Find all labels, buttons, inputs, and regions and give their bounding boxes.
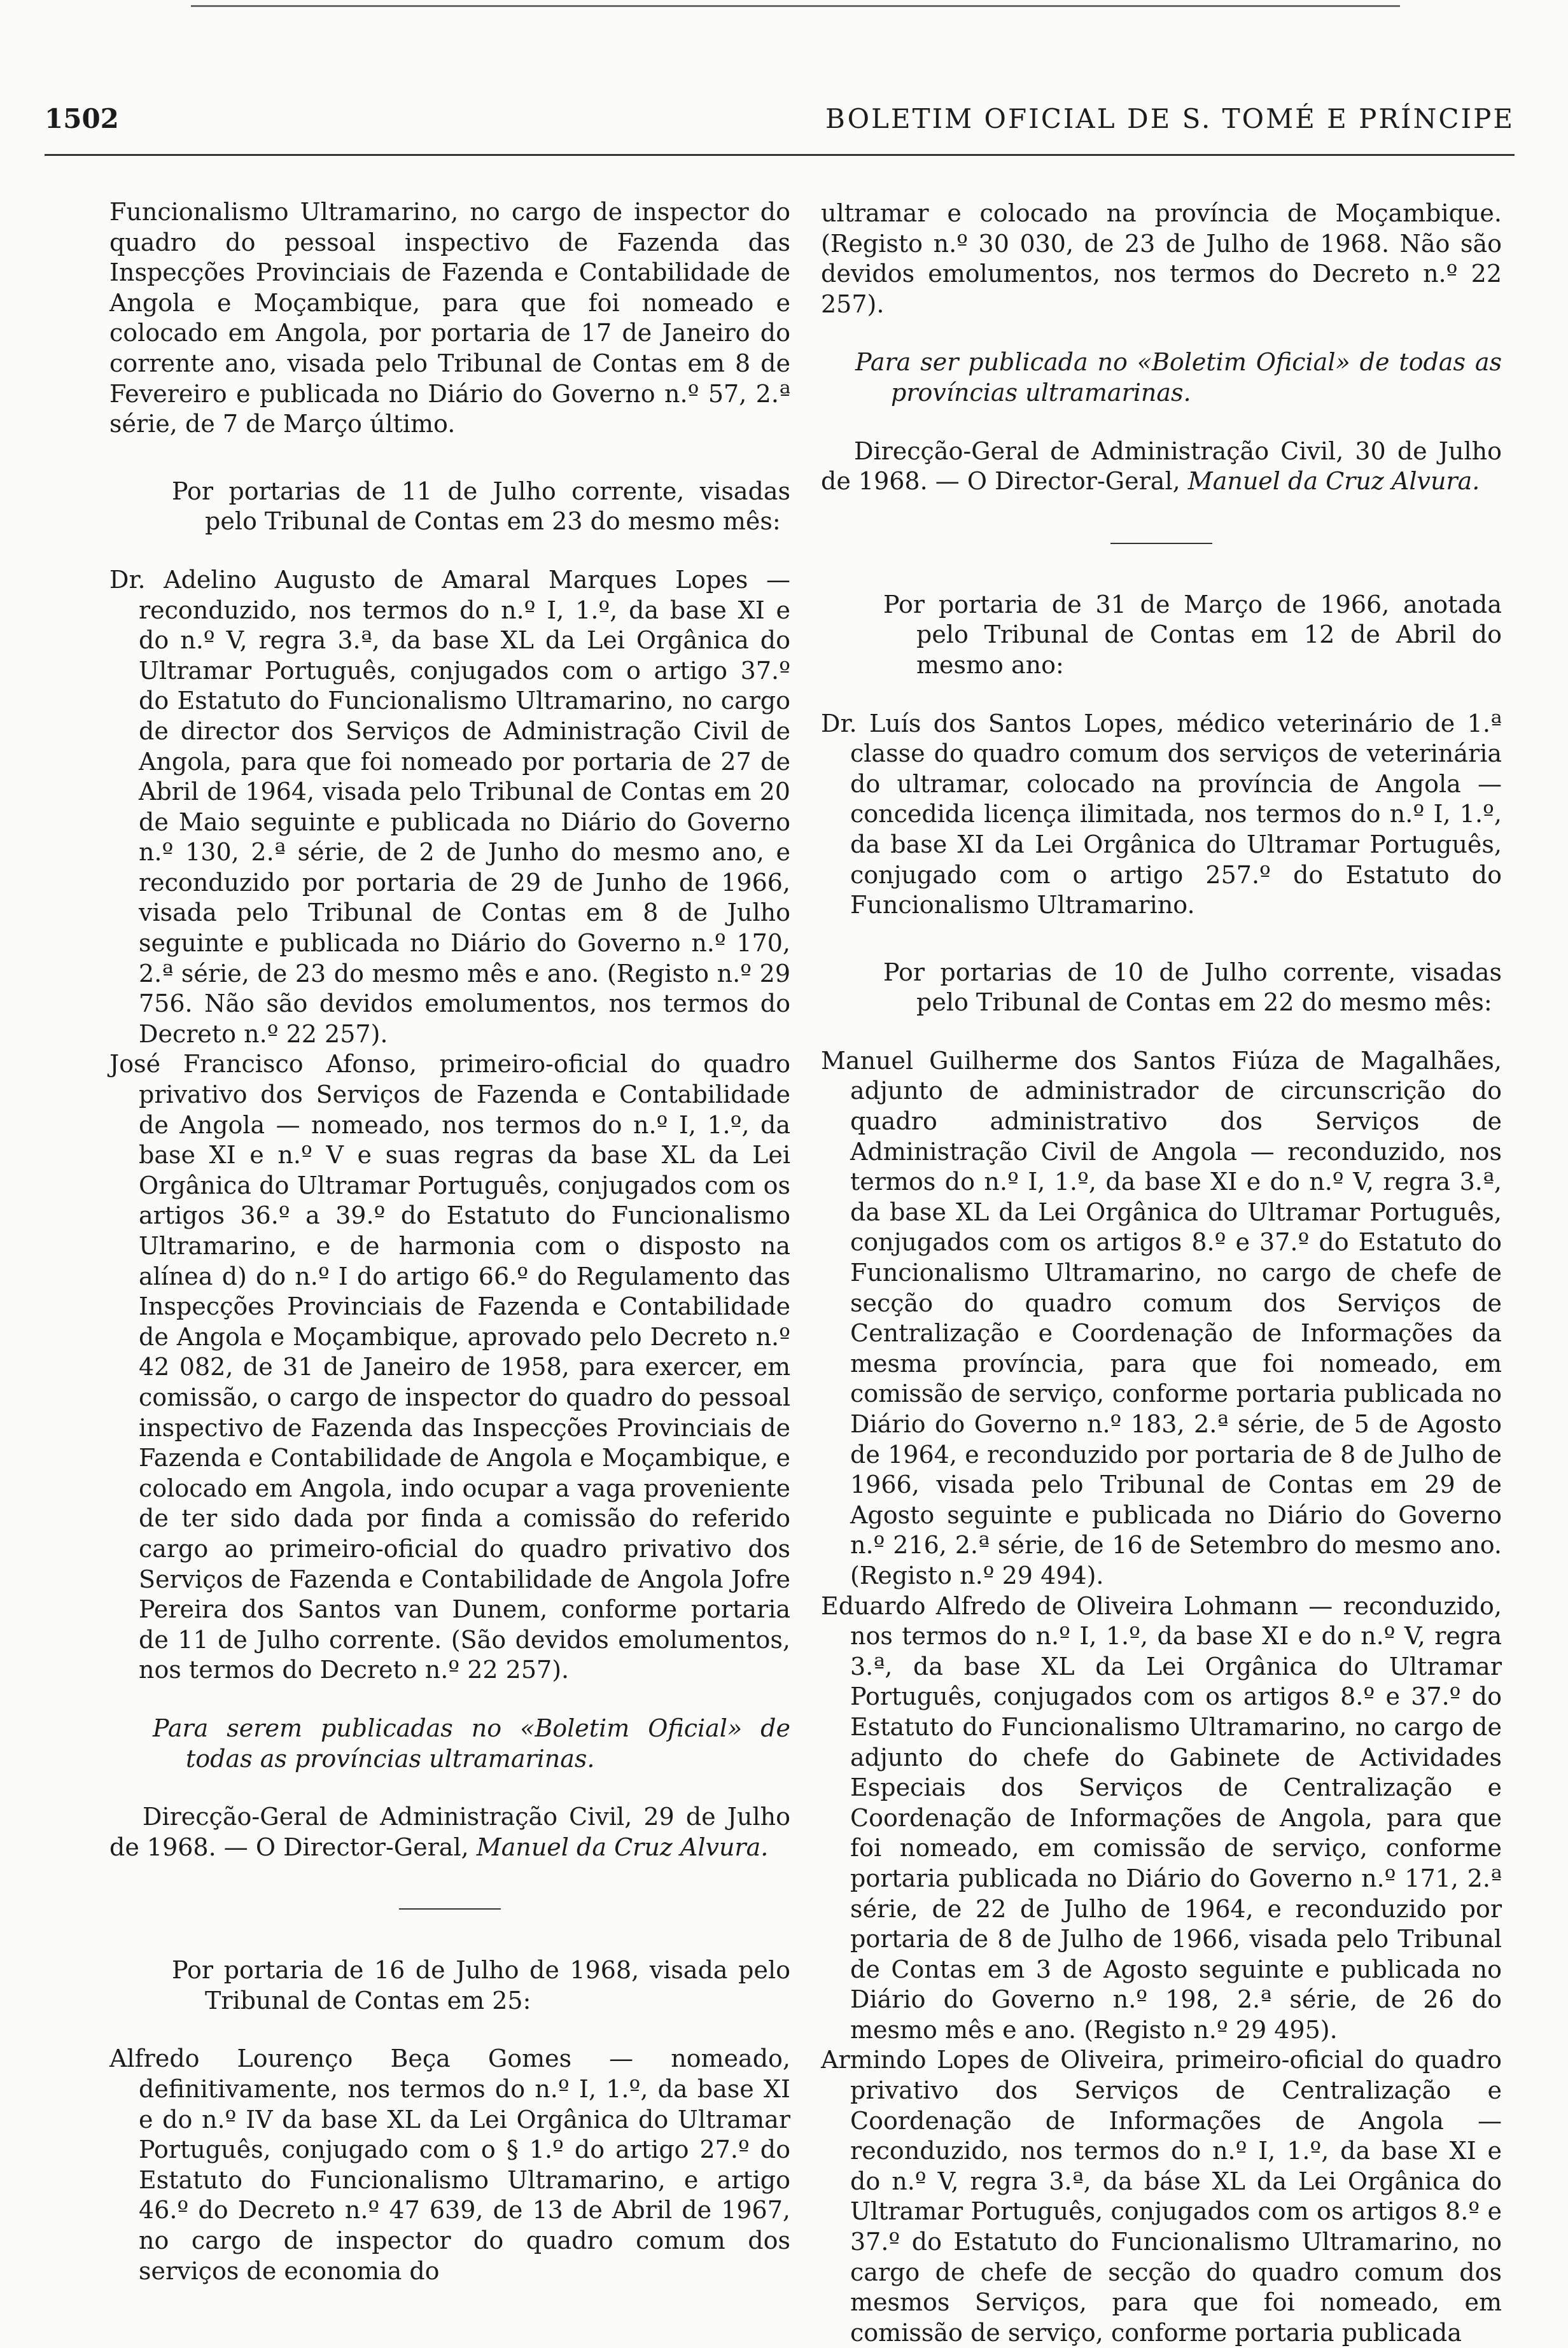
right-column [821,199,1502,2348]
entry-eduardo-lohmann: Eduardo Alfredo de Oliveira Lohmann — reconduzido, nos termos do n.º I, 1.º, da base XI e do n.º V, regra 3.ª, da base XL da Lei Orgânica do Ultramar Português, conjugados com os artigos 8.º e 37.º do Estatuto do Funcionalismo Ultramarino, no cargo de adjunto do chefe do Gabinete de Actividades Especiais dos Serviços de Centralização e Coordenação de Informações de Angola, para que foi nomeado, em comissão de serviço, conforme portaria publicada no Diário do Governo n.º 171, 2.ª série, de 22 de Julho de 1964, e reconduzido por portaria de 8 de Julho de 1966, visada pelo Tribunal de Contas em 3 de Agosto seguinte e publicada no Diário do Governo n.º 198, 2.ª série, de 26 do mesmo mês e ano. (Registo n.º 29 495). [821,1591,1502,2044]
top-edge-rule [191,5,1400,7]
intro-portaria-31-marco: Por portaria de 31 de Março de 1966, anotada pelo Tribunal de Contas em 12 de Abril do mesmo ano: [883,590,1502,679]
publication-note-1: Para serem publicadas no «Boletim Oficial» de todas as províncias ultramarinas. [153,1714,790,1773]
signature-text-2: Direcção-Geral de Administração Civil, 30 de Julho de 1968. — O Director-Geral, [821,437,1502,496]
entry-manuel-magalhaes: Manuel Guilherme dos Santos Fiúza de Magalhães, adjunto de administrador de circunscrição do quadro administrativo dos Serviços de Administração Civil de Angola — reconduzido, nos termos do n.º I, 1.º, da base XI e do n.º V, regra 3.ª, da base XL da Lei Orgânica do Ultramar Português, conjugados com os artigos 8.º e 37.º do Estatuto do Funcionalismo Ultramarino, no cargo de chefe de secção do quadro comum dos Serviços de Centralização e Coordenação de Informações da mesma província, para que foi nomeado, em comissão de serviço, conforme portaria publicada no Diário do Governo n.º 183, 2.ª série, de 5 de Agosto de 1964, e reconduzido por portaria de 8 de Julho de 1966, visada pelo Tribunal de Contas em 29 de Agosto seguinte e publicada no Diário do Governo n.º 216, 2.ª série, de 16 de Setembro do mesmo ano. (Registo n.º 29 494). [821,1046,1502,1590]
entry-jose-afonso: José Francisco Afonso, primeiro-oficial do quadro privativo dos Serviços de Fazenda e Contabilidade de Angola — nomeado, nos termos do n.º I, 1.º, da base XI e n.º V e suas regras da base XL da Lei Orgânica do Ultramar Português, conjugados com os artigos 36.º a 39.º do Estatuto do Funcionalismo Ultramarino, e de harmonia com o disposto na alínea d) do n.º I do artigo 66.º do Regulamento das Inspecções Provinciais de Fazenda e Contabilidade de Angola e Moçambique, aprovado pelo Decreto n.º 42 082, de 31 de Janeiro de 1958, para exercer, em comissão, o cargo de inspector do quadro do pessoal inspectivo de Fazenda das Inspecções Provinciais de Fazenda e Contabilidade de Angola e Moçambique, e colocado em Angola, indo ocupar a vaga proveniente de ter sido dada por finda a comissão do referido cargo ao primeiro-oficial do quadro privativo dos Serviços de Fazenda e Contabilidade de Angola Jofre Pereira dos Santos van Dunem, conforme portaria de 11 de Julho corrente. (São devidos emolumentos, nos termos do Decreto n.º 22 257). [109,1050,790,1684]
entry-luis-lopes: Dr. Luís dos Santos Lopes, médico veterinário de 1.ª classe do quadro comum dos serviços de veterinária do ultramar, colocado na província de Angola — concedida licença ilimitada, nos termos do n.º I, 1.º, da base XI da Lei Orgânica do Ultramar Português, conjugado com o artigo 257.º do Estatuto do Funcionalismo Ultramarino. [821,709,1502,919]
paragraph-continuation-right: ultramar e colocado na província de Moçambique. (Registo n.º 30 030, de 23 de Julho de 1968. Não são devidos emolumentos, nos termos do Decreto n.º 22 257). [821,199,1502,318]
signature-text-1: Direcção-Geral de Administração Civil, 29 de Julho de 1968. — O Director-Geral, [109,1803,790,1861]
intro-portarias-11-julho: Por portarias de 11 de Julho corrente, visadas pelo Tribunal de Contas em 23 do mesmo mês: [172,477,790,536]
header-rule [45,154,1515,156]
paragraph-continuation-left: Funcionalismo Ultramarino, no cargo de inspector do quadro do pessoal inspectivo de Fazenda das Inspecções Provinciais de Fazenda e Contabilidade de Angola e Moçambique, para que foi nomeado e colocado em Angola, por portaria de 17 de Janeiro do corrente ano, visada pelo Tribunal de Contas em 8 de Fevereiro e publicada no Diário do Governo n.º 57, 2.ª série, de 7 de Março último. [109,198,790,438]
page-number: 1502 [45,103,119,134]
page-header [45,103,1515,148]
signature-name-2: Manuel da Cruz Alvura. [1187,467,1480,496]
intro-portaria-16-julho: Por portaria de 16 de Julho de 1968, visada pelo Tribunal de Contas em 25: [172,1956,790,2015]
signature-block-2 [821,437,1502,497]
entry-alfredo-gomes: Alfredo Lourenço Beça Gomes — nomeado, definitivamente, nos termos do n.º I, 1.º, da base XI e do n.º IV da base XL da Lei Orgânica do Ultramar Português, conjugado com o § 1.º do artigo 27.º do Estatuto do Funcionalismo Ultramarino, e artigo 46.º do Decreto n.º 47 639, de 13 de Abril de 1967, no cargo de inspector do quadro comum dos serviços de economia do [109,2044,790,2285]
left-column [109,197,790,2286]
intro-portarias-10-julho: Por portarias de 10 de Julho corrente, visadas pelo Tribunal de Contas em 22 do mesmo mês: [883,958,1502,1017]
entry-adelino-lopes: Dr. Adelino Augusto de Amaral Marques Lopes — reconduzido, nos termos do n.º I, 1.º, da base XI e do n.º V, regra 3.ª, da base XL da Lei Orgânica do Ultramar Português, conjugados com o artigo 37.º do Estatuto do Funcionalismo Ultramarino, no cargo de director dos Serviços de Administração Civil de Angola, para que foi nomeado por portaria de 27 de Abril de 1964, visada pelo Tribunal de Contas em 20 de Maio seguinte e publicada no Diário do Governo n.º 130, 2.ª série, de 2 de Junho do mesmo ano, e reconduzido por portaria de 29 de Junho de 1966, visada pelo Tribunal de Contas em 8 de Julho seguinte e publicada no Diário do Governo n.º 170, 2.ª série, de 23 do mesmo mês e ano. (Registo n.º 29 756. Não são devidos emolumentos, nos termos do Decreto n.º 22 257). [109,565,790,1048]
publication-note-2: Para ser publicada no «Boletim Oficial» de todas as províncias ultramarinas. [855,348,1502,407]
entry-armindo-oliveira: Armindo Lopes de Oliveira, primeiro-oficial do quadro privativo dos Serviços de Centralização e Coordenação de Informações de Angola — reconduzido, nos termos do n.º I, 1.º, da base XI e do n.º V, regra 3.ª, da báse XL da Lei Orgânica do Ultramar Português, conjugados com os artigos 8.º e 37.º do Estatuto do Funcionalismo Ultramarino, no cargo de chefe de secção do quadro comum dos mesmos Serviços, para que foi nomeado, em comissão de serviço, conforme portaria publicada [821,2046,1502,2347]
signature-block-1 [109,1802,790,1862]
journal-title: BOLETIM OFICIAL DE S. TOMÉ E PRÍNCIPE [825,103,1515,134]
signature-name-1: Manuel da Cruz Alvura. [476,1833,769,1861]
